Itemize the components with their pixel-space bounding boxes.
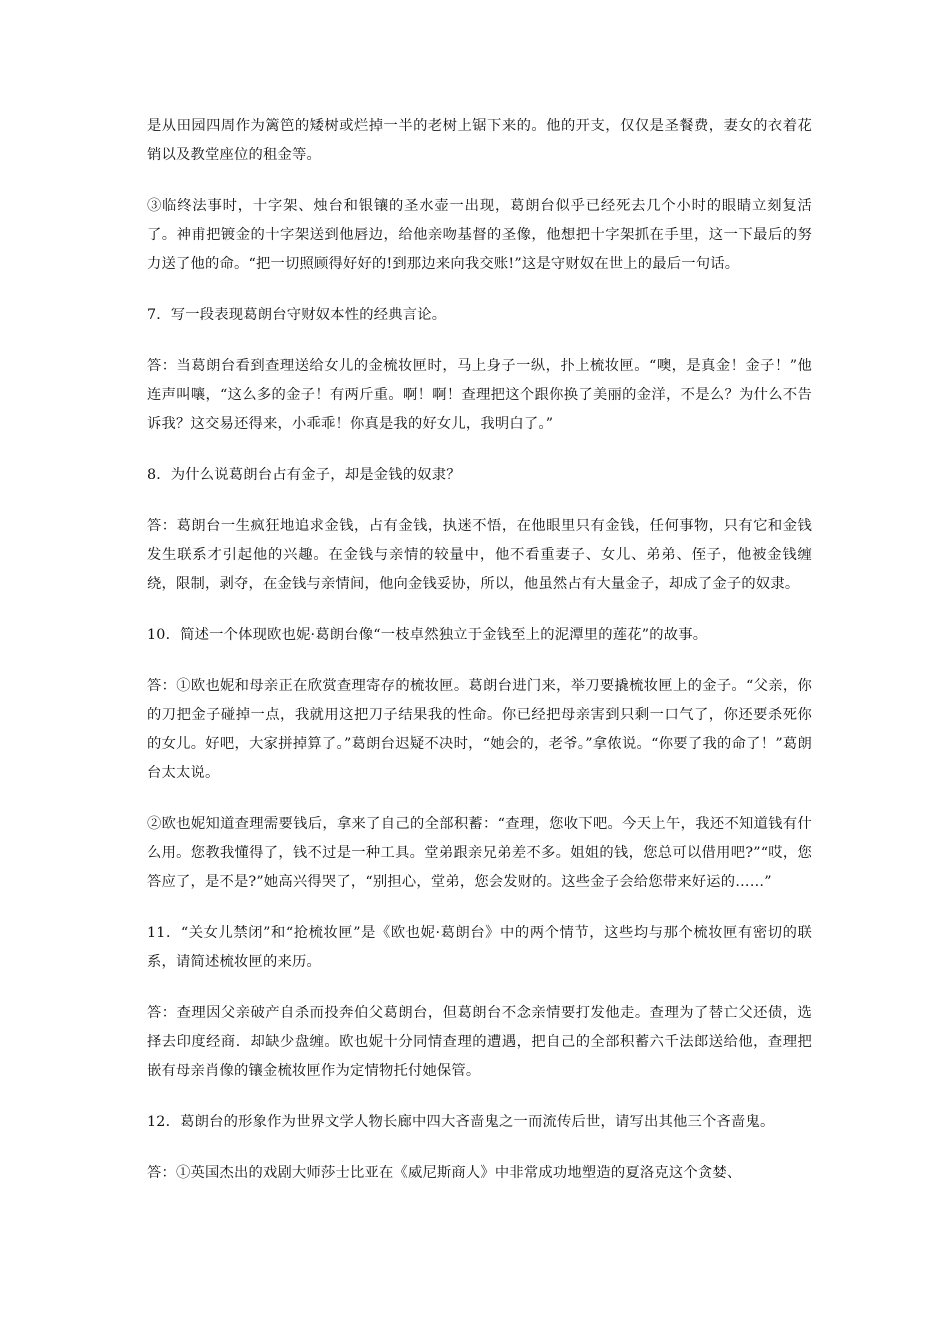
answer-10-part-1: 答：①欧也妮和母亲正在欣赏查理寄存的梳妆匣。葛朗台进门来，举刀要撬梳妆匣上的金子。“父亲，你的刀把金子碰掉一点，我就用这把刀子结果我的性命。你已经把母亲害到只剩一口气了，你还要杀死你的女儿。好吧，大家拼掉算了。”葛朗台迟疑不决时，“她会的，老爷。”拿侬说。“你要了我的命了！”葛朗台太太说。 xyxy=(147,678,812,781)
paragraph-answer-deathbed: ③临终法事时，十字架、烛台和银镶的圣水壶一出现，葛朗台似乎已经死去几个小时的眼睛立刻复活了。神甫把镀金的十字架送到他唇边，给他亲吻基督的圣像，他想把十字架抓在手里，这一下最后的努力送了他的命。“把一切照顾得好好的!到那边来向我交账!”这是守财奴在世上的最后一句话。 xyxy=(147,198,812,272)
question-11: 11．“关女儿禁闭”和“抢梳妆匣”是《欧也妮·葛朗台》中的两个情节，这些均与那个梳妆匣有密切的联系，请简述梳妆匣的来历。 xyxy=(147,925,812,970)
question-7: 7．写一段表现葛朗台守财奴本性的经典言论。 xyxy=(147,307,447,323)
answer-11: 答：查理因父亲破产自杀而投奔伯父葛朗台，但葛朗台不念亲情要打发他走。查理为了替亡父还债，选择去印度经商．却缺少盘缠。欧也妮十分同情查理的遭遇，把自己的全部积蓄六千法郎送给他，查理把嵌有母亲肖像的镶金梳妆匣作为定情物托付她保管。 xyxy=(147,1005,812,1079)
answer-12: 答：①英国杰出的戏剧大师莎士比亚在《威尼斯商人》中非常成功地塑造的夏洛克这个贪婪、 xyxy=(147,1165,742,1181)
answer-8: 答：葛朗台一生疯狂地追求金钱，占有金钱，执迷不悟，在他眼里只有金钱，任何事物，只有它和金钱发生联系才引起他的兴趣。在金钱与亲情的较量中，他不看重妻子、女儿、弟弟、侄子，他被金钱缠绕，限制，剥夺，在金钱与亲情间，他向金钱妥协，所以，他虽然占有大量金子，却成了金子的奴隶。 xyxy=(147,518,812,592)
question-8: 8．为什么说葛朗台占有金子，却是金钱的奴隶？ xyxy=(147,467,461,483)
answer-10-part-2: ②欧也妮知道查理需要钱后，拿来了自己的全部积蓄：“查理，您收下吧。今天上午，我还不知道钱有什么用。您教我懂得了，钱不过是一种工具。堂弟跟亲兄弟差不多。姐姐的钱，您总可以借用吧?”“哎，您答应了，是不是?”她高兴得哭了，“别担心，堂弟，您会发财的。这些金子会给您带来好运的……” xyxy=(147,816,812,890)
question-12: 12．葛朗台的形象作为世界文学人物长廊中四大吝啬鬼之一而流传后世，请写出其他三个吝啬鬼。 xyxy=(147,1114,775,1130)
answer-7: 答：当葛朗台看到查理送给女儿的金梳妆匣时，马上身子一纵，扑上梳妆匣。“噢，是真金！金子！”他连声叫嚷，“这么多的金子！有两斤重。啊！啊！查理把这个跟你换了美丽的金洋，不是么？为什么不告诉我？这交易还得来，小乖乖！你真是我的好女儿，我明白了。” xyxy=(147,358,812,432)
paragraph-answer-continued: 是从田园四周作为篱笆的矮树或烂掉一半的老树上锯下来的。他的开支，仅仅是圣餐费，妻女的衣着花销以及教堂座位的租金等。 xyxy=(147,118,812,163)
question-10: 10．简述一个体现欧也妮·葛朗台像“一枝卓然独立于金钱至上的泥潭里的莲花”的故事。 xyxy=(147,627,708,643)
document-page xyxy=(147,112,812,1210)
